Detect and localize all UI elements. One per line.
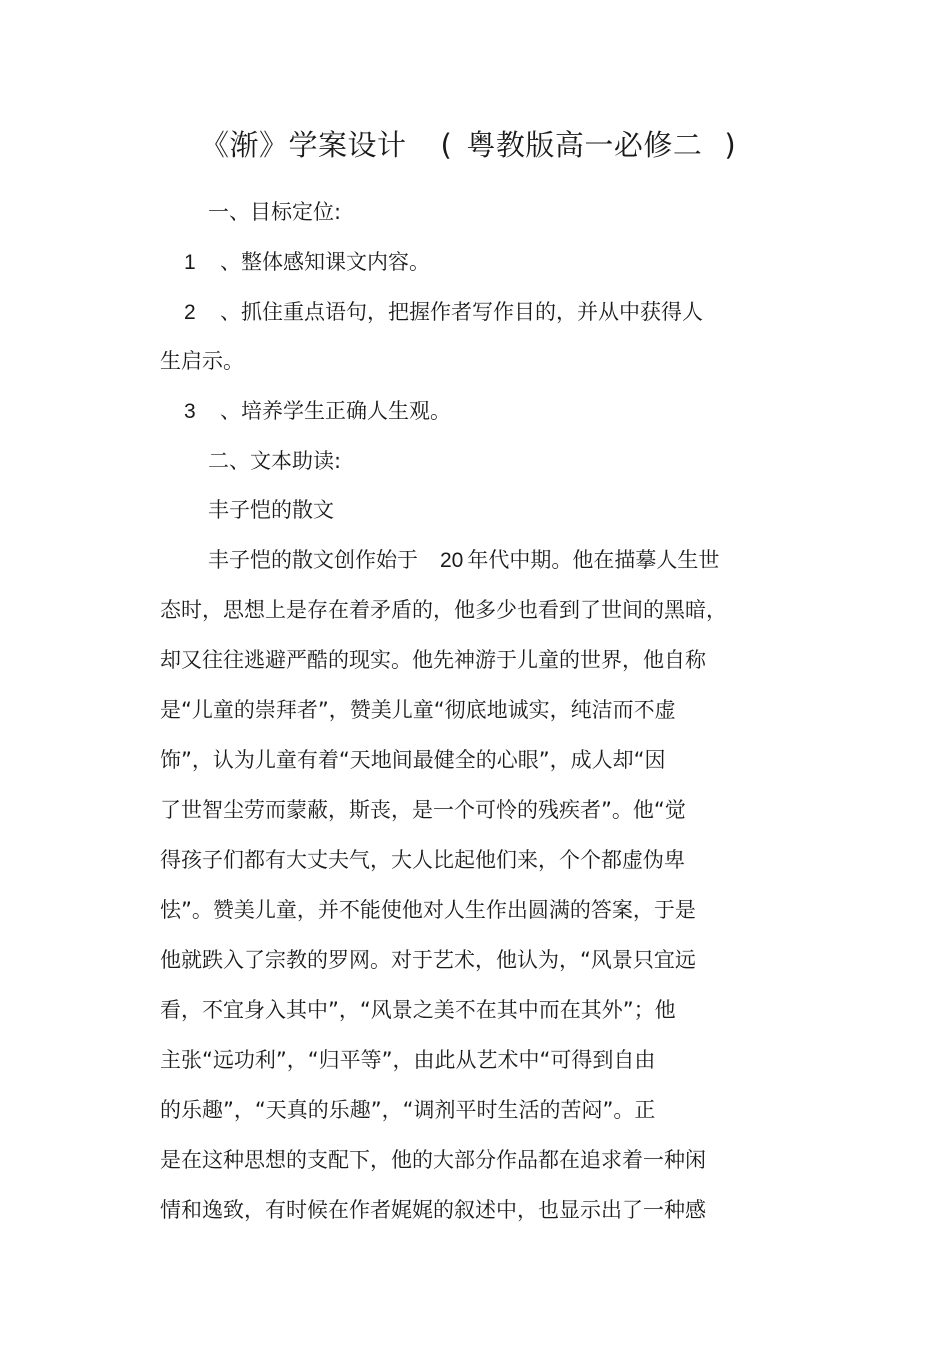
title-paren-close: )	[724, 128, 737, 162]
section-heading-goals: 一、目标定位:	[208, 200, 342, 224]
goal-item	[184, 396, 451, 427]
subheading: 丰子恺的散文	[208, 498, 334, 522]
paragraph-line: 是在这种思想的支配下，他的大部分作品都在追求着一种闲	[160, 1148, 706, 1172]
paragraph-line: 得孩子们都有大丈夫气，大人比起他们来，个个都虚伪卑	[160, 848, 685, 872]
goal-item	[184, 297, 703, 328]
goal-item-text: 、培养学生正确人生观。	[220, 399, 451, 423]
goal-item-number: 2	[184, 301, 196, 324]
paragraph-line: 却又往往逃避严酷的现实。他先神游于儿童的世界，他自称	[160, 648, 706, 672]
paragraph-line: 怯”。赞美儿童，并不能使他对人生作出圆满的答案，于是	[160, 898, 696, 922]
paragraph-first-line	[208, 545, 719, 576]
paragraph-line: 饰”，认为儿童有着“天地间最健全的心眼”，成人却“因	[160, 748, 666, 772]
title-paren-open: (	[440, 128, 453, 162]
paragraph-line: 的乐趣”，“天真的乐趣”，“调剂平时生活的苦闷”。正	[160, 1098, 656, 1122]
goal-item-number: 3	[184, 400, 196, 423]
goal-item-text: 、整体感知课文内容。	[220, 250, 430, 274]
paragraph-line: 他就跌入了宗教的罗网。对于艺术，他认为，“风景只宜远	[160, 948, 696, 972]
title-edition: 粤教版高一必修二	[466, 128, 703, 162]
section-heading-reading: 二、文本助读:	[208, 449, 342, 473]
paragraph-line: 看，不宜身入其中”，“风景之美不在其中而在其外”；他	[160, 998, 676, 1022]
goal-item-text: 、抓住重点语句，把握作者写作目的，并从中获得人	[220, 300, 703, 324]
paragraph-text: 丰子恺的散文创作始于	[208, 548, 418, 572]
paragraph-line: 是“儿童的崇拜者”，赞美儿童“彻底地诚实，纯洁而不虚	[160, 698, 676, 722]
goal-item-continuation: 生启示。	[160, 349, 244, 373]
page-title	[200, 120, 820, 170]
goal-item	[184, 247, 430, 278]
paragraph-line: 态时，思想上是存在着矛盾的，他多少也看到了世间的黑暗，	[160, 598, 727, 622]
paragraph-line: 情和逸致，有时候在作者娓娓的叙述中，也显示出了一种感	[160, 1198, 706, 1222]
goal-item-number: 1	[184, 251, 196, 274]
paragraph-text: 年代中期。他在描摹人生世	[467, 548, 720, 572]
paragraph-number: 20	[440, 549, 464, 572]
title-main: 《渐》学案设计	[200, 128, 407, 162]
paragraph-line: 了世智尘劳而蒙蔽，斯丧，是一个可怜的残疾者”。他“觉	[160, 798, 686, 822]
paragraph-line: 主张“远功利”，“归平等”，由此从艺术中“可得到自由	[160, 1048, 656, 1072]
